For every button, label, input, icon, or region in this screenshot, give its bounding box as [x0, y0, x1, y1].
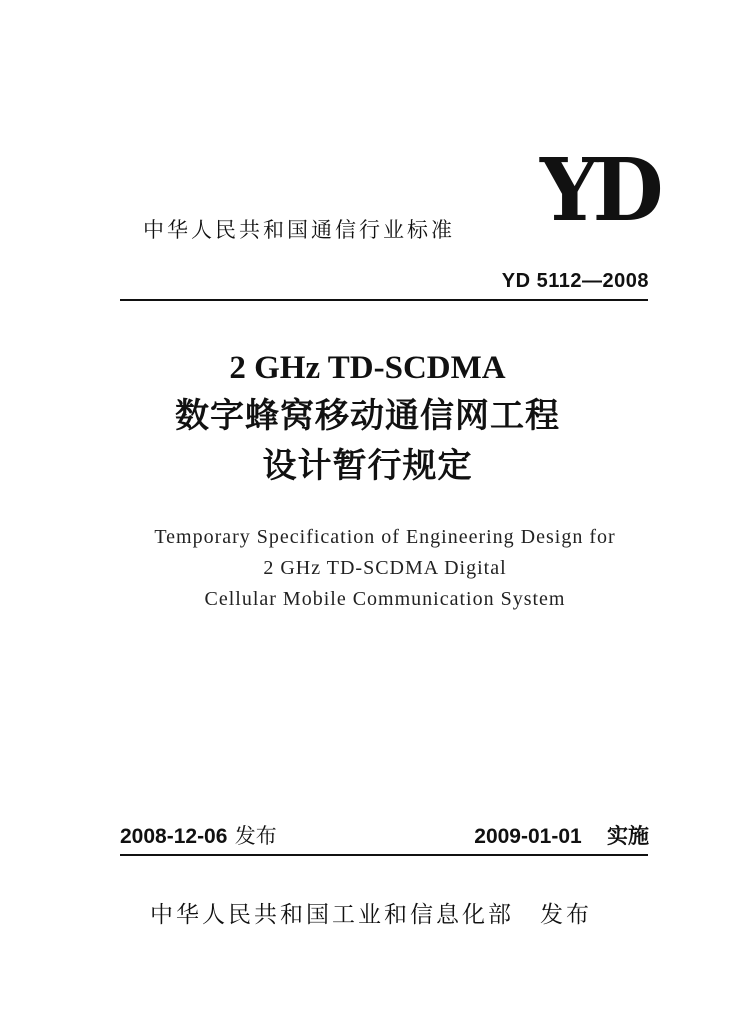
standard-category: 中华人民共和国通信行业标准: [143, 218, 455, 242]
effective-date: 2009-01-01: [474, 825, 582, 848]
release-label: 发布: [234, 824, 277, 848]
bottom-divider: [120, 854, 648, 856]
publisher-line: [150, 896, 592, 929]
publisher-action: 发布: [540, 902, 592, 928]
english-title-line-3: Cellular Mobile Communication System: [204, 588, 566, 610]
yd-logo: YD: [540, 140, 658, 241]
english-title: [0, 522, 735, 615]
english-title-line-1: Temporary Specification of Engineering Design for: [154, 526, 616, 548]
effective-date-block: [474, 820, 649, 850]
release-date-block: [120, 820, 277, 850]
title-line-2: 数字蜂窝移动通信网工程: [175, 396, 560, 436]
standard-number: YD 5112—2008: [501, 270, 649, 292]
english-title-line-2: 2 GHz TD-SCDMA Digital: [263, 557, 507, 579]
title-line-1: 2 GHz TD-SCDMA: [229, 350, 506, 386]
publisher-name: 中华人民共和国工业和信息化部: [150, 902, 514, 928]
chinese-title: [0, 345, 735, 491]
title-line-3: 设计暂行规定: [262, 446, 473, 486]
release-date: 2008-12-06: [120, 825, 228, 848]
top-divider: [120, 299, 648, 301]
effective-label: 实施: [607, 824, 649, 848]
